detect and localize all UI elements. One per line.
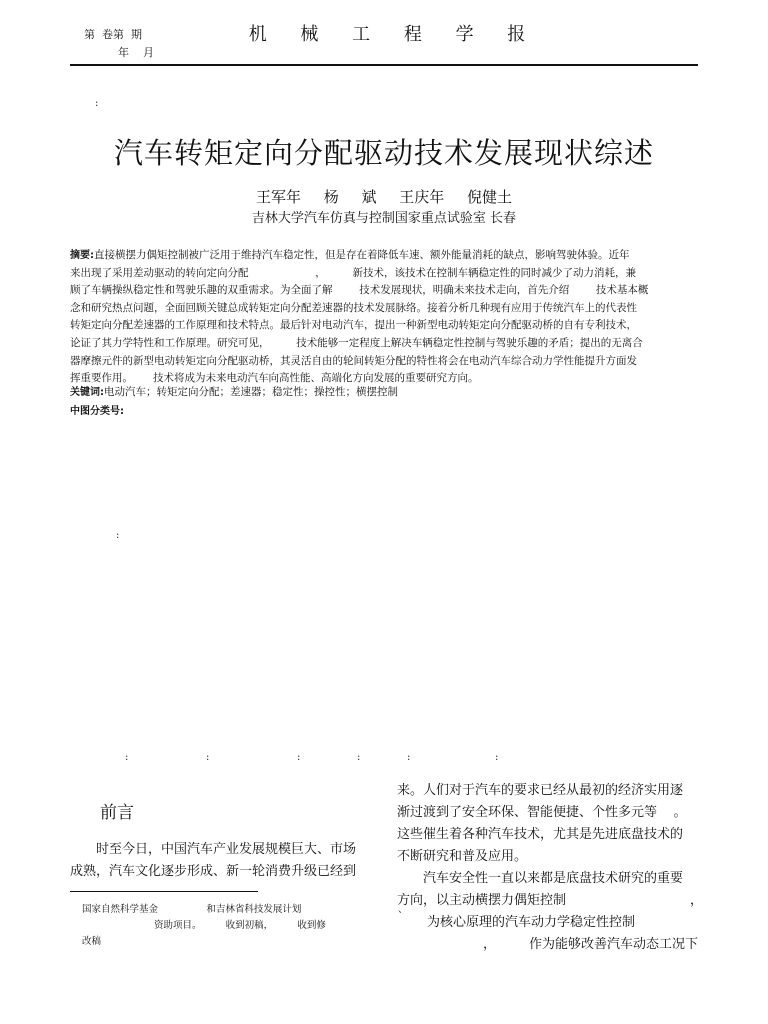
footnote-line: 资助项目。 收到初稿， 收到修: [154, 920, 326, 931]
body-line: 为核心原理的汽车动力学稳定性控制: [427, 915, 636, 930]
doi-mark: :: [95, 98, 99, 109]
abstract-line: 转矩定向分配差速器的工作原理和技术特点。最后针对电动汽车，提出一种新型电动转矩定向分配驱动桥的自有专利技术，: [70, 319, 637, 332]
header-rule: [70, 64, 698, 66]
journal-name: 机 械 工 程 学 报: [248, 24, 540, 45]
keywords-text: 电动汽车；转矩定向分配；差速器；稳定性；操控性；横摆控制: [104, 386, 398, 398]
paper-title: 汽车转矩定向分配驱动技术发展现状综述: [113, 136, 654, 170]
body-line: 渐过渡到了安全环保、智能便捷、个性多元等 。: [397, 805, 687, 820]
keywords-label: 关键词:: [70, 387, 104, 398]
english-meta-mark: :: [357, 752, 361, 763]
english-meta-mark: :: [125, 752, 129, 763]
clc-label: 中图分类号:: [70, 406, 124, 417]
affiliation: 吉林大学汽车仿真与控制国家重点试验室 长春: [251, 211, 517, 226]
footnote-rule: [70, 891, 258, 892]
footnote-line: 国家自然科学基金 和吉林省科技发展计划 、: [82, 904, 408, 915]
body-line: 来。人们对于汽车的要求已经从最初的经济实用逐: [397, 783, 684, 798]
english-title-mark: :: [116, 530, 120, 541]
abstract-line: 顾了车辆操纵稳定性和驾驶乐趣的双重需求。为全面了解 技术发展现状，明确未来技术走向，首先介绍 技术基本概: [70, 284, 649, 297]
body-line: 这些催生着各种汽车技术，尤其是先进底盘技术的: [397, 827, 684, 842]
abstract-line: 器摩擦元件的新型电动转矩定向分配驱动桥，其灵活自由的轮间转矩分配的特性将会在电动汽车综合动力学性能提升方面发: [70, 354, 637, 367]
abstract: [70, 247, 698, 388]
year-month: 年 月: [118, 46, 154, 59]
classification-number: [70, 402, 124, 417]
body-line: ， 作为能够改善汽车动态工况下: [483, 937, 699, 952]
body-line: 时至今日，中国汽车产业发展规模巨大、市场: [96, 842, 357, 857]
right-column-text: [397, 780, 703, 956]
section-title-preface: 前言: [100, 803, 134, 823]
funding-footnote: [82, 902, 408, 950]
author-list: 王军年 杨 斌 王庆年 倪健土: [255, 188, 513, 206]
body-line: 成熟，汽车文化逐步形成、新一轮消费升级已经到: [70, 864, 357, 879]
volume-issue: 第 卷第 期: [84, 28, 142, 41]
preface-paragraph: [70, 839, 374, 883]
english-meta-mark: :: [206, 752, 210, 763]
footnote-line: 改稿: [82, 936, 102, 947]
abstract-line: 论证了其力学特性和工作原理。研究可见， 技术能够一定程度上解决车辆稳定性控制与驾驶乐趣的矛盾；提出的无离合: [70, 336, 643, 349]
abstract-label: 摘要:: [70, 250, 94, 261]
english-meta-mark: :: [297, 752, 301, 763]
body-line: 汽车安全性一直以来都是底盘技术研究的重要: [423, 871, 684, 886]
body-line: 方向，以主动横摆力偶矩控制 ，: [397, 893, 703, 908]
abstract-line: 直接横摆力偶矩控制被广泛用于维持汽车稳定性，但是存在着降低车速、额外能量消耗的缺点，影响驾驶体验。近年: [94, 249, 630, 261]
body-line: 不断研究和普及应用。: [397, 849, 528, 864]
keywords: [70, 384, 398, 401]
abstract-line: 念和研究热点问题，全面回顾关键总成转矩定向分配差速器的技术发展脉络。接着分析几种现有应用于传统汽车上的代表性: [70, 301, 637, 314]
english-meta-mark: :: [495, 752, 499, 763]
abstract-line: 来出现了采用差动驱动的转向定向分配 ， 新技术，该技术在控制车辆稳定性的同时减少了动力消耗，兼: [70, 266, 636, 279]
abstract-line: 挥重要作用。 技术将成为未来电动汽车向高性能、高端化方向发展的重要研究方向。: [70, 372, 479, 385]
english-meta-mark: :: [407, 752, 411, 763]
